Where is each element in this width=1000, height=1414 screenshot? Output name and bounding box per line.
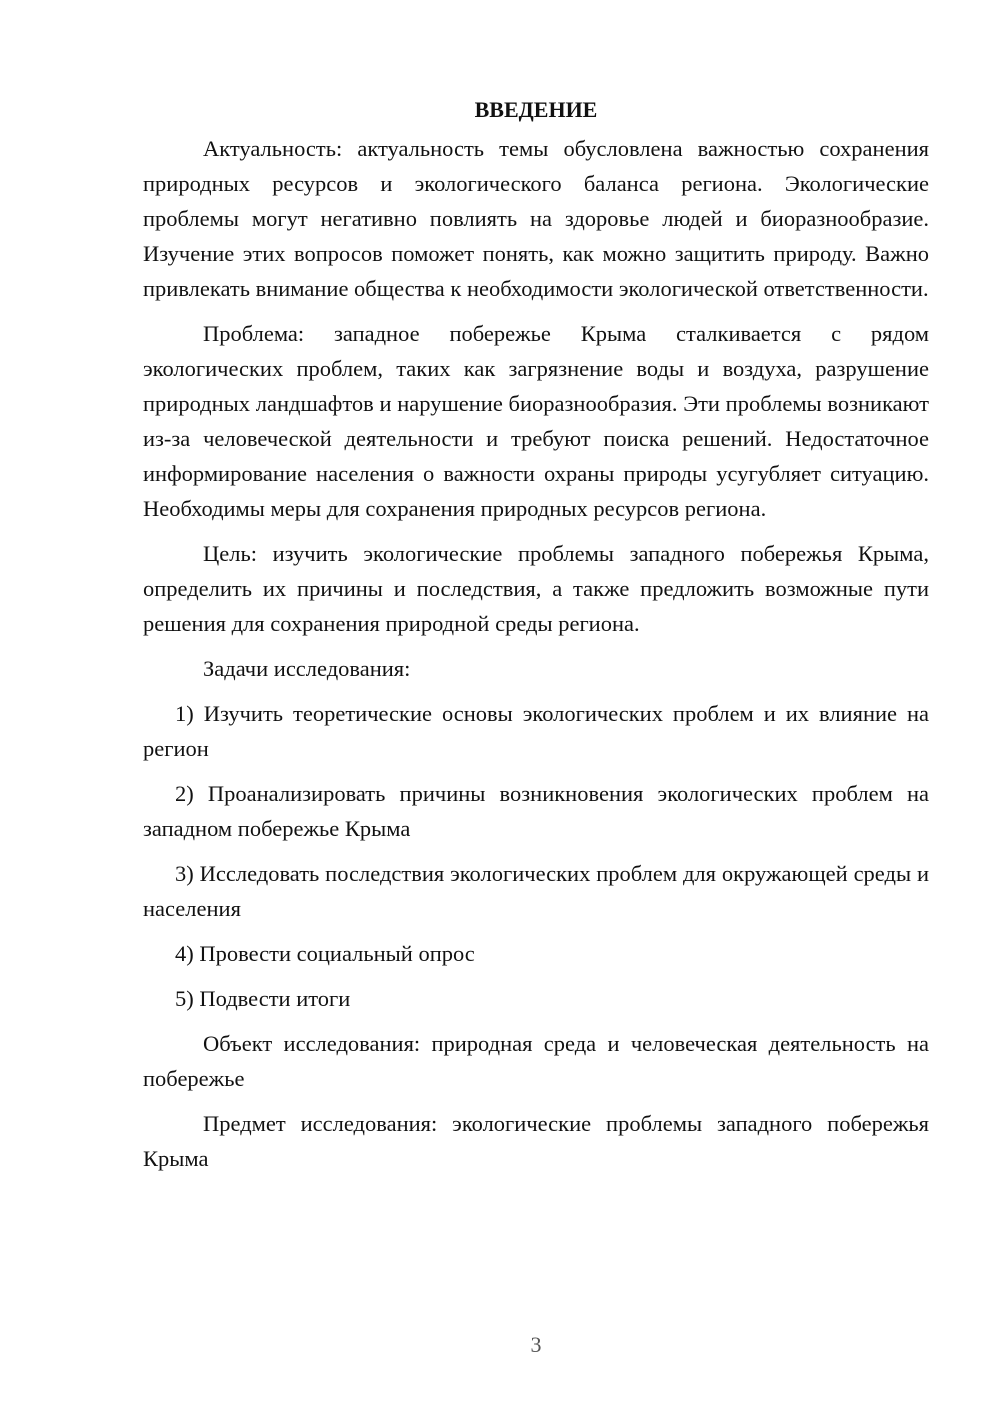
goal-paragraph: Цель: изучить экологические проблемы западного побережья Крыма, определить их причины и последствия, а также предложить возможные пути решения для сохранения природной среды региона. xyxy=(143,541,929,636)
list-item: 4) Провести социальный опрос xyxy=(175,941,475,966)
object-paragraph: Объект исследования: природная среда и человеческая деятельность на побережье xyxy=(143,1031,929,1091)
page-number: 3 xyxy=(530,1332,542,1357)
list-item: 5) Подвести итоги xyxy=(175,986,351,1011)
subject-paragraph: Предмет исследования: экологические проблемы западного побережья Крыма xyxy=(143,1111,929,1171)
list-item: 3) Исследовать последствия экологических проблем для окружающей среды и населения xyxy=(143,861,929,921)
list-item: 1) Изучить теоретические основы экологических проблем и их влияние на регион xyxy=(143,701,929,761)
tasks-heading: Задачи исследования: xyxy=(203,656,411,681)
document-page xyxy=(143,92,929,1186)
problem-paragraph: Проблема: западное побережье Крыма сталкивается с рядом экологических проблем, таких как загрязнение воды и воздуха, разрушение природных ландшафтов и нарушение биоразнообразия. Эти проблемы возникают из-за человеческой деятельности и требуют поиска решений. Недостаточное информирование населения о важности охраны природы усугубляет ситуацию. Необходимы меры для сохранения природных ресурсов региона. xyxy=(143,321,929,521)
relevance-paragraph: Актуальность: актуальность темы обусловлена важностью сохранения природных ресурсов и экологического баланса региона. Экологические проблемы могут негативно повлиять на здоровье людей и биоразнообразие. Изучение этих вопросов поможет понять, как можно защитить природу. Важно привлекать внимание общества к необходимости экологической ответственности. xyxy=(143,136,929,301)
page-title: ВВЕДЕНИЕ xyxy=(474,97,598,122)
list-item: 2) Проанализировать причины возникновения экологических проблем на западном побережье Крыма xyxy=(143,781,929,841)
